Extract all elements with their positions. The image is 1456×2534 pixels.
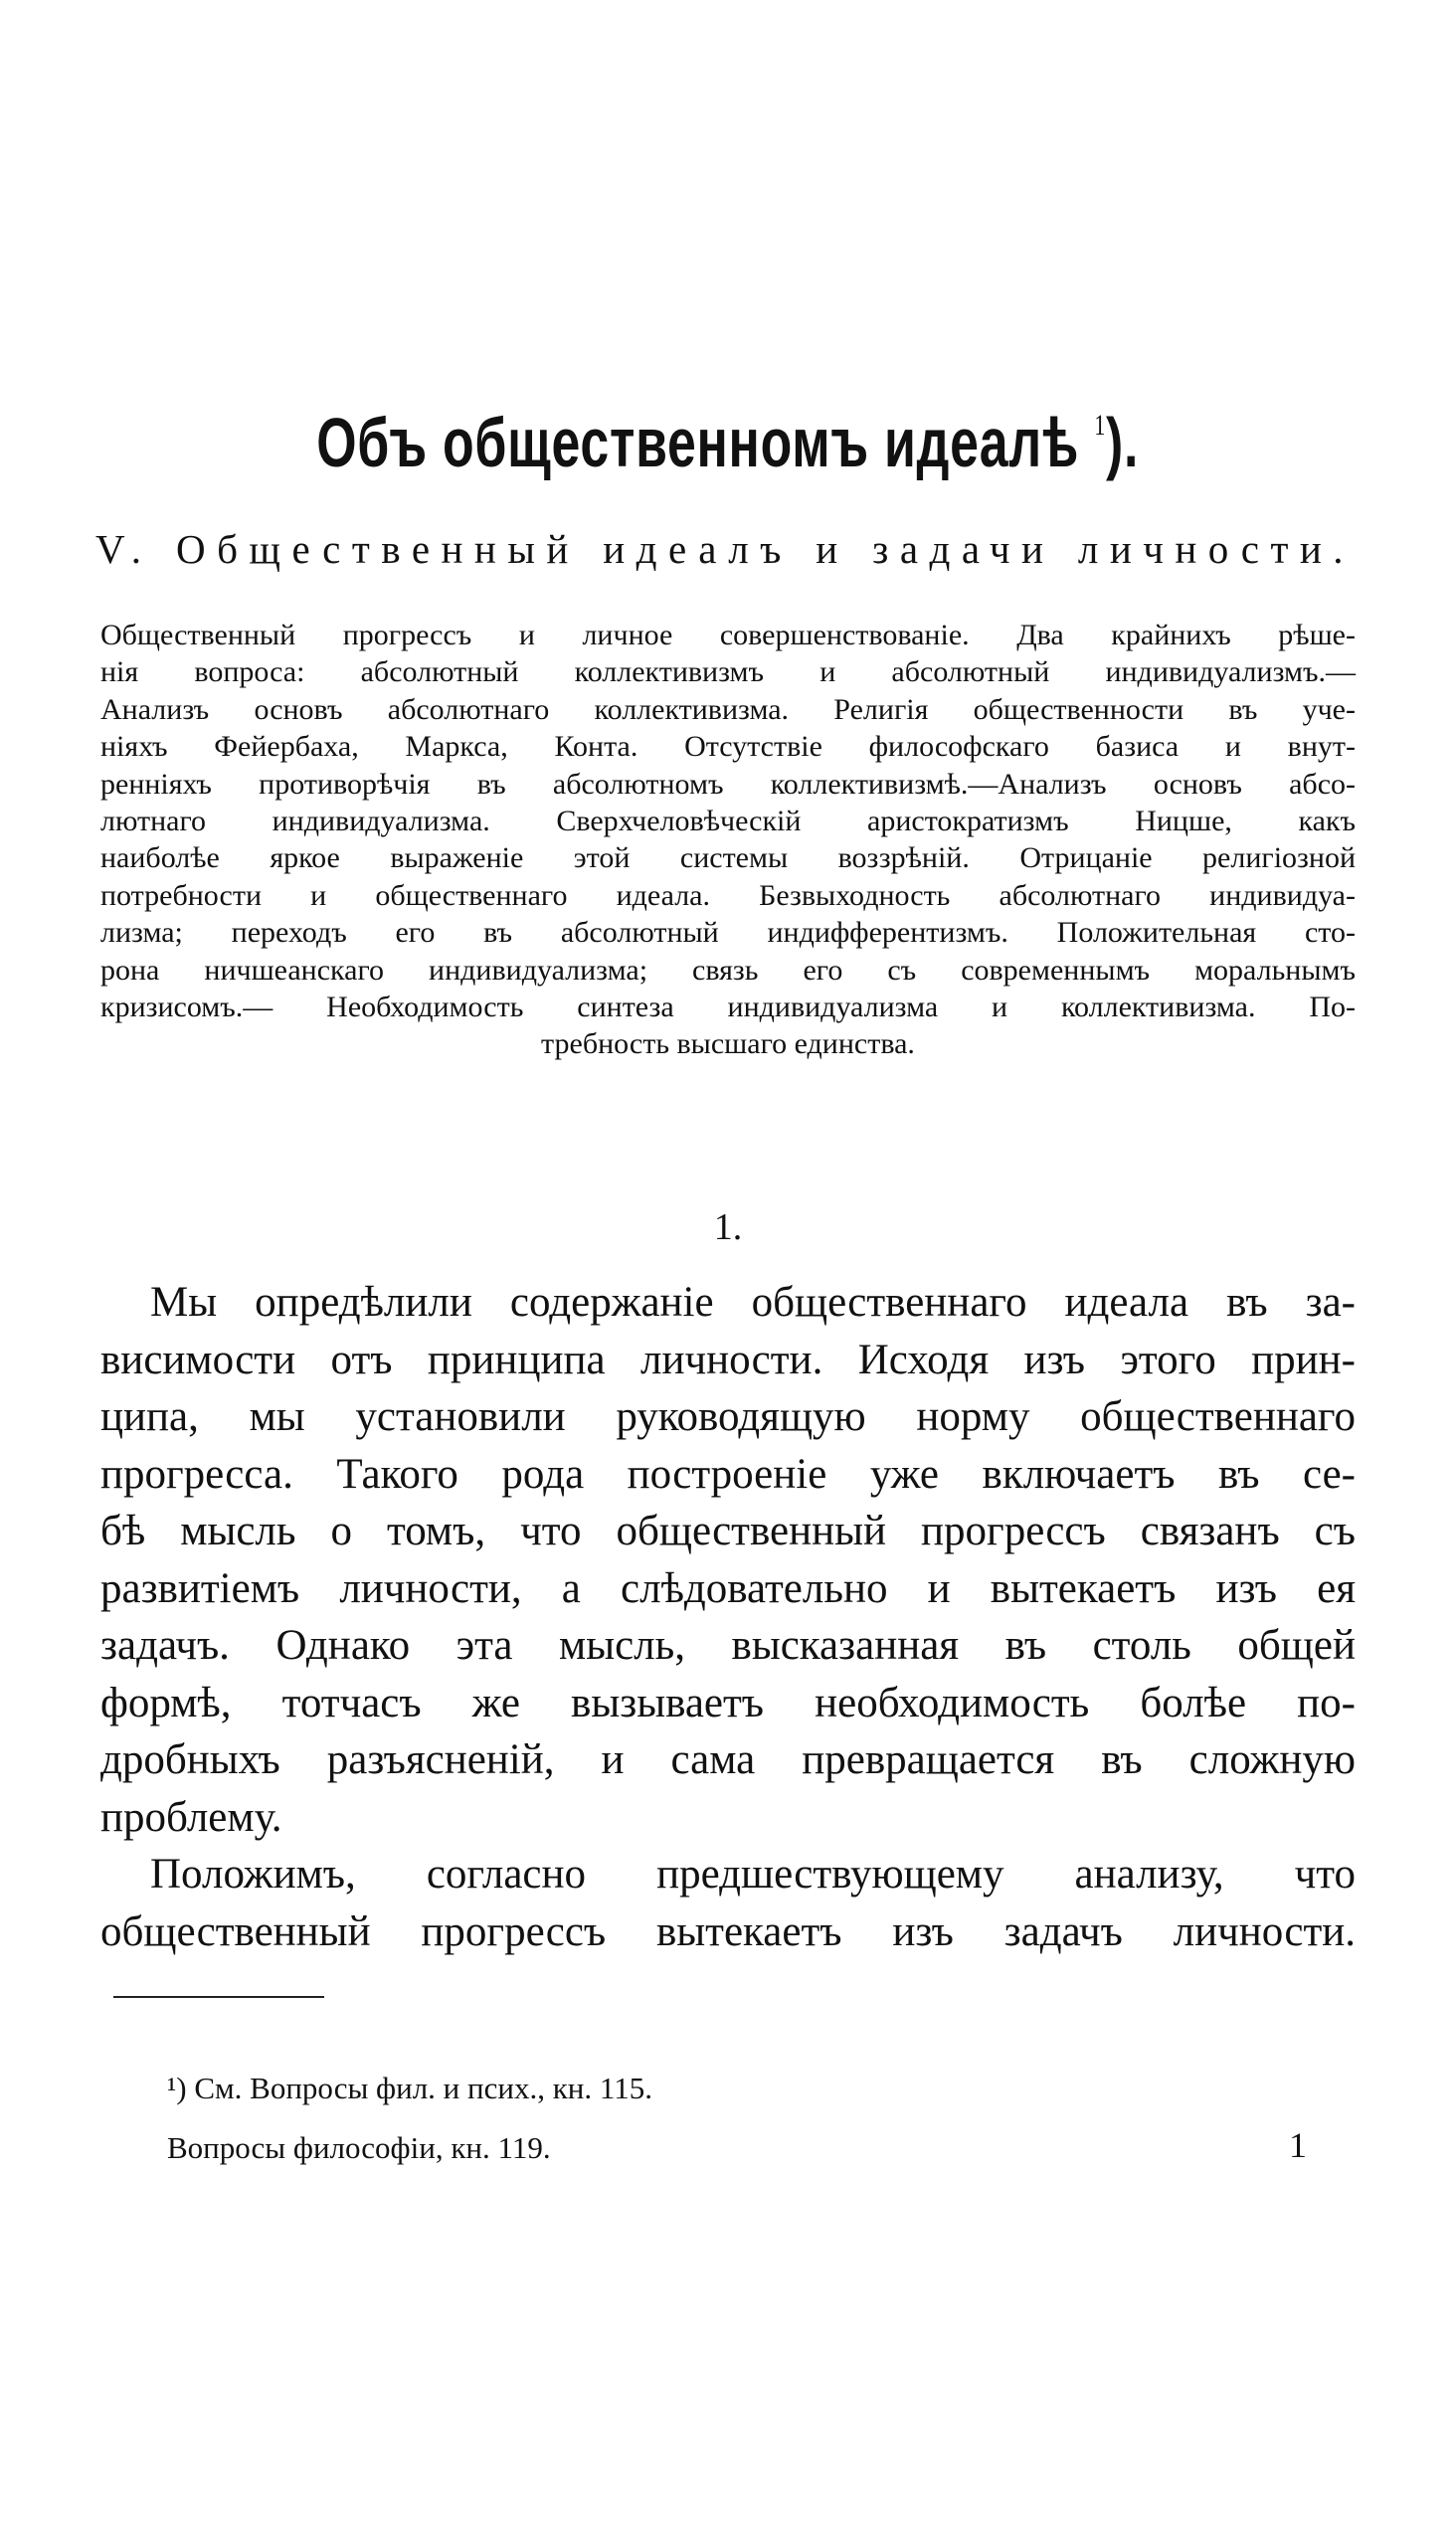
body-line: Положимъ, согласно предшествующему анализу, что xyxy=(150,1851,1356,1898)
summary-line: Общественный прогрессъ и личное совершенствованіе. Два крайнихъ рѣше- xyxy=(100,619,1356,651)
section-number: 1. xyxy=(713,1206,743,1248)
summary-line: лизма; переходъ его въ абсолютный индифферентизмъ. Положительная сто- xyxy=(100,916,1356,950)
body-line: формѣ, тотчасъ же вызываетъ необходимость болѣе по- xyxy=(100,1679,1356,1726)
body-line: общественный прогрессъ вытекаетъ изъ задачъ личности. xyxy=(100,1907,1356,1955)
chapter-heading: V. Общественный идеалъ и задачи личности. xyxy=(95,526,1355,572)
summary-line: Анализъ основъ абсолютнаго коллективизма. Религія общественности въ уче- xyxy=(100,692,1356,726)
summary-line: ніяхъ Фейербаха, Маркса, Конта. Отсутствіе философскаго базиса и внут- xyxy=(100,730,1356,764)
summary-line: наиболѣе яркое выраженіе этой системы воззрѣній. Отрицаніе религіозной xyxy=(100,841,1356,875)
body-line: висимости отъ принципа личности. Исходя изъ этого прин- xyxy=(100,1336,1356,1383)
footnote-mark: 1 xyxy=(1094,409,1107,442)
summary-line: потребности и общественнаго идеала. Безвыходность абсолютнаго индивидуа- xyxy=(100,878,1356,912)
summary-line: рона ничшеанскаго индивидуализма; связь его съ современнымъ моральнымъ xyxy=(100,953,1356,987)
body-line: задачъ. Однако эта мысль, высказанная въ столь общей xyxy=(100,1622,1356,1669)
chapter-summary xyxy=(100,617,1356,1063)
body-line: дробныхъ разъясненій, и сама превращается въ сложную xyxy=(100,1736,1356,1783)
body-line: прогресса. Такого рода построеніе уже включаетъ въ се- xyxy=(100,1450,1356,1498)
page-number: 1 xyxy=(1289,2125,1307,2165)
summary-line: кризисомъ.— Необходимость синтеза индивидуализма и коллективизма. По- xyxy=(100,990,1356,1023)
body-line: ципа, мы установили руководящую норму общественнаго xyxy=(100,1393,1356,1440)
body-text xyxy=(100,1274,1356,1960)
title-text: Объ общественномъ идеалѣ xyxy=(316,404,1095,481)
body-line: развитіемъ личности, а слѣдовательно и вытекаетъ изъ ея xyxy=(100,1564,1356,1612)
body-line: бѣ мысль о томъ, что общественный прогрессъ связанъ съ xyxy=(100,1508,1356,1554)
summary-line: требность высшаго единства. xyxy=(541,1027,915,1061)
signature-line: Вопросы философіи, кн. 119. xyxy=(167,2130,551,2165)
body-line: Мы опредѣлили содержаніе общественнаго идеала въ за- xyxy=(150,1279,1356,1326)
article-title xyxy=(0,403,1456,482)
title-close: ). xyxy=(1106,404,1140,481)
body-line: проблему. xyxy=(100,1793,282,1841)
summary-line: ренніяхъ противорѣчія въ абсолютномъ коллективизмѣ.—Анализъ основъ абсо- xyxy=(100,767,1356,801)
footnote-rule xyxy=(113,1996,324,1998)
summary-line: лютнаго индивидуализма. Сверхчеловѣческій аристократизмъ Ницше, какъ xyxy=(100,804,1356,837)
summary-line: нія вопроса: абсолютный коллективизмъ и абсолютный индивидуализмъ.— xyxy=(100,655,1356,689)
footnote: ¹) См. Вопросы фил. и псих., кн. 115. xyxy=(167,2071,652,2105)
